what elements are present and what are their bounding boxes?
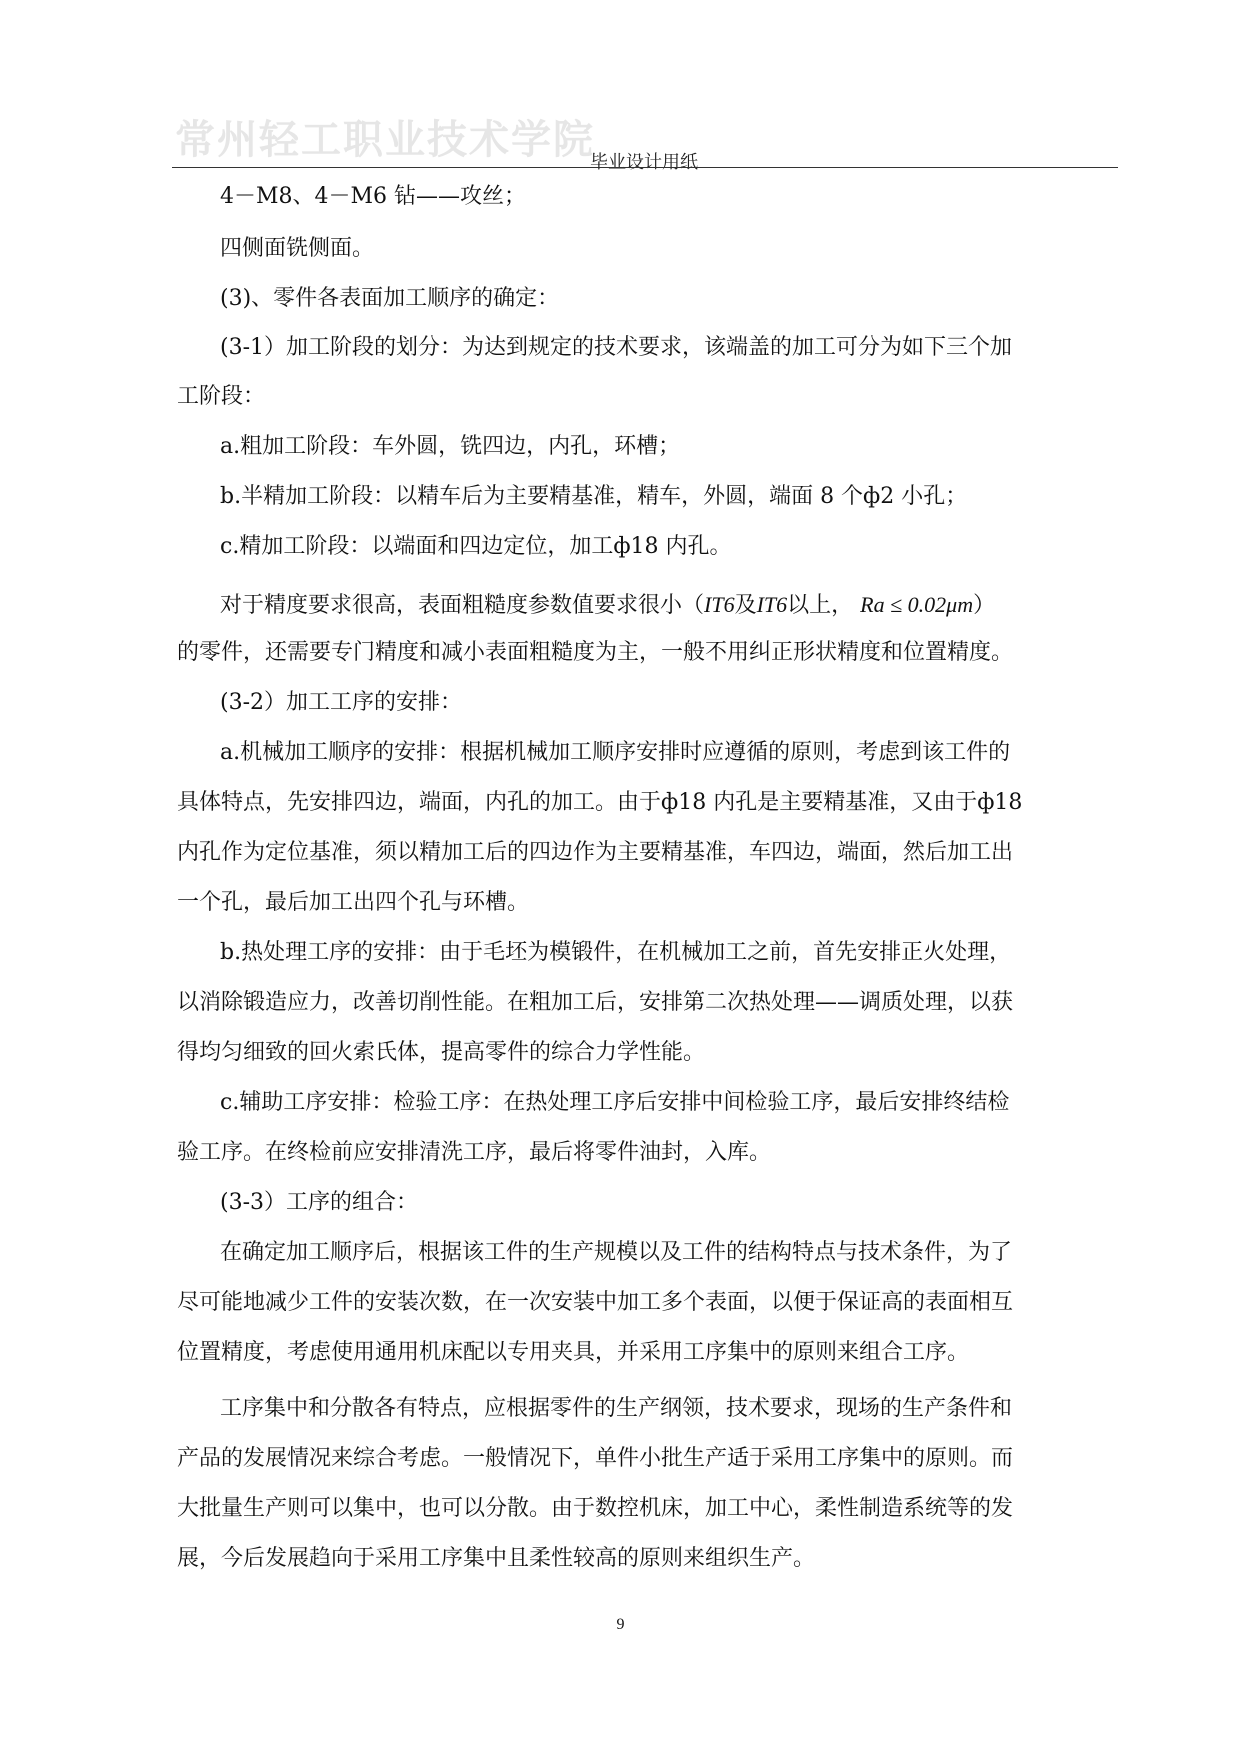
text-segment: ） <box>973 593 996 618</box>
math-ra: Ra ≤ 0.02μm <box>860 592 974 617</box>
text-line: 的零件，还需要专门精度和减小表面粗糙度为主，一般不用纠正形状精度和位置精度。 <box>177 640 1014 665</box>
text-line: 大批量生产则可以集中，也可以分散。由于数控机床，加工中心，柔性制造系统等的发 <box>177 1496 1014 1521</box>
text-line: 得均匀细致的回火索氏体，提高零件的综合力学性能。 <box>177 1040 706 1065</box>
text-line: 工序集中和分散各有特点，应根据零件的生产纲领，技术要求，现场的生产条件和 <box>220 1396 1013 1421</box>
math-it6-a: IT6 <box>704 592 735 617</box>
math-it6-b: IT6 <box>756 592 788 617</box>
text-line: c.辅助工序安排：检验工序：在热处理工序后安排中间检验工序，最后安排终结检 <box>220 1090 1010 1115</box>
formula-line <box>220 594 995 617</box>
text-line: (3-2）加工工序的安排： <box>220 690 463 715</box>
text-line: 展，今后发展趋向于采用工序集中且柔性较高的原则来组织生产。 <box>177 1546 816 1571</box>
text-line: 具体特点，先安排四边，端面，内孔的加工。由于ф18 内孔是主要精基准，又由于ф18 <box>177 790 1023 815</box>
text-line: 以消除锻造应力，改善切削性能。在粗加工后，安排第二次热处理——调质处理，以获 <box>177 990 1014 1015</box>
text-line: a.机械加工顺序的安排：根据机械加工顺序安排时应遵循的原则，考虑到该工件的 <box>220 740 1011 765</box>
text-line: 在确定加工顺序后，根据该工件的生产规模以及工件的结构特点与技术条件，为了 <box>220 1240 1013 1265</box>
text-line: (3)、零件各表面加工顺序的确定： <box>220 286 560 311</box>
text-line: 产品的发展情况来综合考虑。一般情况下，单件小批生产适于采用工序集中的原则。而 <box>177 1446 1014 1471</box>
text-line: 尽可能地减少工件的安装次数，在一次安装中加工多个表面，以便于保证高的表面相互 <box>177 1290 1014 1315</box>
text-line: 位置精度，考虑使用通用机床配以专用夹具，并采用工序集中的原则来组合工序。 <box>177 1340 970 1365</box>
text-line: c.精加工阶段：以端面和四边定位，加工ф18 内孔。 <box>220 534 732 559</box>
text-line: 4－M8、4－M6 钻——攻丝； <box>220 184 527 209</box>
school-watermark: 常州轻工职业技术学院 <box>175 116 595 163</box>
text-line: 工阶段： <box>177 384 266 409</box>
text-segment: 对于精度要求很高，表面粗糙度参数值要求很小（ <box>220 593 705 618</box>
text-line: b.半精加工阶段：以精车后为主要精基准，精车，外圆，端面 8 个ф2 小孔； <box>220 484 968 509</box>
text-line: 验工序。在终检前应安排清洗工序，最后将零件油封，入库。 <box>177 1140 772 1165</box>
text-segment: 及 <box>734 593 757 618</box>
header-subtitle: 毕业设计用纸 <box>590 152 698 173</box>
header-rule <box>172 167 1118 168</box>
text-line: 四侧面铣侧面。 <box>220 236 375 261</box>
text-line: 一个孔，最后加工出四个孔与环槽。 <box>177 890 530 915</box>
text-line: (3-1）加工阶段的划分：为达到规定的技术要求，该端盖的加工可分为如下三个加 <box>220 335 1013 360</box>
page-number: 9 <box>616 1616 625 1633</box>
text-line: a.粗加工阶段：车外圆，铣四边，内孔，环槽； <box>220 434 681 459</box>
text-segment: 以上， <box>787 593 854 618</box>
text-line: 内孔作为定位基准，须以精加工后的四边作为主要精基准，车四边，端面，然后加工出 <box>177 840 1014 865</box>
text-line: b.热处理工序的安排：由于毛坯为模锻件，在机械加工之前，首先安排正火处理， <box>220 940 1012 965</box>
text-line: (3-3）工序的组合： <box>220 1190 419 1215</box>
